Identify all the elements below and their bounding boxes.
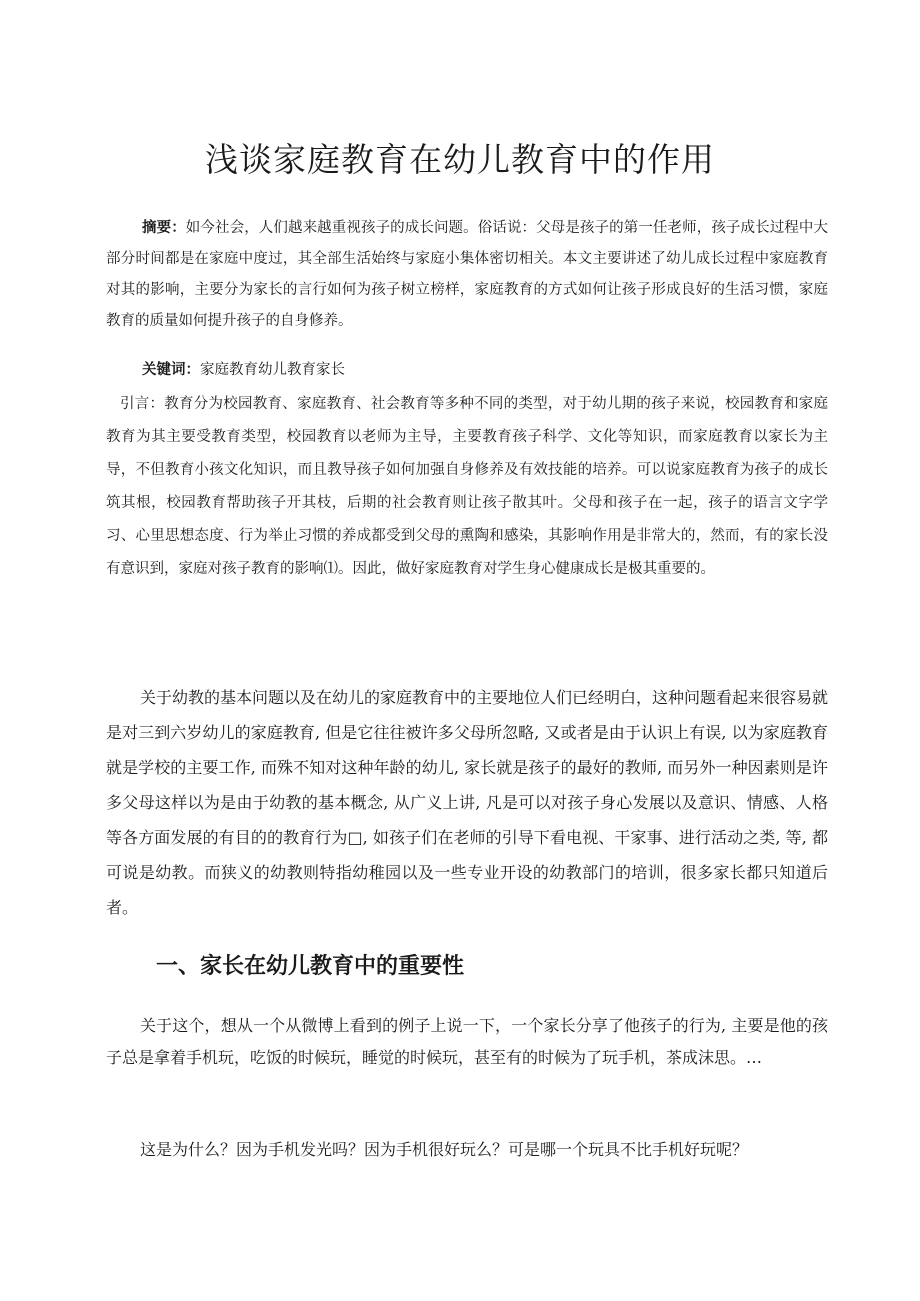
keywords-text: 家庭教育幼儿教育家长 xyxy=(200,362,345,378)
body-paragraph-2: 关于这个，想从一个从微博上看到的例子上说一下，一个家长分享了他孩子的行为, 主要是他的孩子总是拿着手机玩，吃饭的时候玩，睡觉的时候玩，甚至有的时候为了玩手机，茶成沫思。… xyxy=(106,1016,828,1067)
keywords-label: 关键词： xyxy=(142,361,200,378)
body-paragraph-1: 关于幼教的基本问题以及在幼儿的家庭教育中的主要地位人们已经明白，这种问题看起来很容易就是对三到六岁幼儿的家庭教育, 但是它往往被许多父母所忽略, 又或者是由于认识上有误, 以为家庭教育就是学校的主要工作, 而殊不知对这种年龄的幼儿, 家长就是孩子的最好的教师, 而另外一种因素则是许多父母这样以为是由于幼教的基本概念, 从广义上讲, 凡是可以对孩子身心发展以及意识、情感、人格等各方面发展的有目的的教育行为□, 如孩子们在老师的引导下看电视、干家事、进行活动之类, 等, 都可说是幼教。而狭义的幼教则特指幼稚园以及一些专业开设的幼教部门的培训，很多家长都只知道后者。 xyxy=(106,688,829,917)
abstract-text: 如今社会，人们越来越重视孩子的成长问题。俗话说：父母是孩子的第一任老师，孩子成长过程中大部分时间都是在家庭中度过，其全部生活始终与家庭小集体密切相关。本文主要讲述了幼儿成长过程中家庭教育对其的影响，主要分为家长的言行如何为孩子树立榜样，家庭教育的方式如何让孩子形成良好的生活习惯，家庭教育的质量如何提升孩子的自身修养。 xyxy=(106,220,828,329)
document-title: 浅谈家庭教育在幼儿教育中的作用 xyxy=(205,140,715,179)
section-1-heading: 一、家长在幼儿教育中的重要性 xyxy=(156,954,465,979)
introduction-paragraph: 引言：教育分为校园教育、家庭教育、社会教育等多种不同的类型，对于幼儿期的孩子来说，校园教育和家庭教育为其主要受教育类型，校园教育以老师为主导，主要教育孩子科学、文化等知识，而家庭教育以家长为主导，不但教育小孩文化知识，而且教导孩子如何加强自身修养及有效技能的培养。可以说家庭教育为孩子的成长筑其根，校园教育帮助孩子开其枝，后期的社会教育则让孩子散其叶。父母和孩子在一起，孩子的语言文字学习、心里思想态度、行为举止习惯的养成都受到父母的熏陶和感染，其影响作用是非常大的，然而，有的家长没有意识到，家庭对孩子教育的影响⑴。因此，做好家庭教育对学生身心健康成长是极其重要的。 xyxy=(106,396,828,577)
abstract-label: 摘要： xyxy=(142,219,186,236)
abstract-paragraph xyxy=(106,212,828,337)
body-paragraph-3: 这是为什么？因为手机发光吗？因为手机很好玩么？可是哪一个玩具不比手机好玩呢？ xyxy=(140,1140,749,1159)
keywords-paragraph xyxy=(106,354,828,386)
